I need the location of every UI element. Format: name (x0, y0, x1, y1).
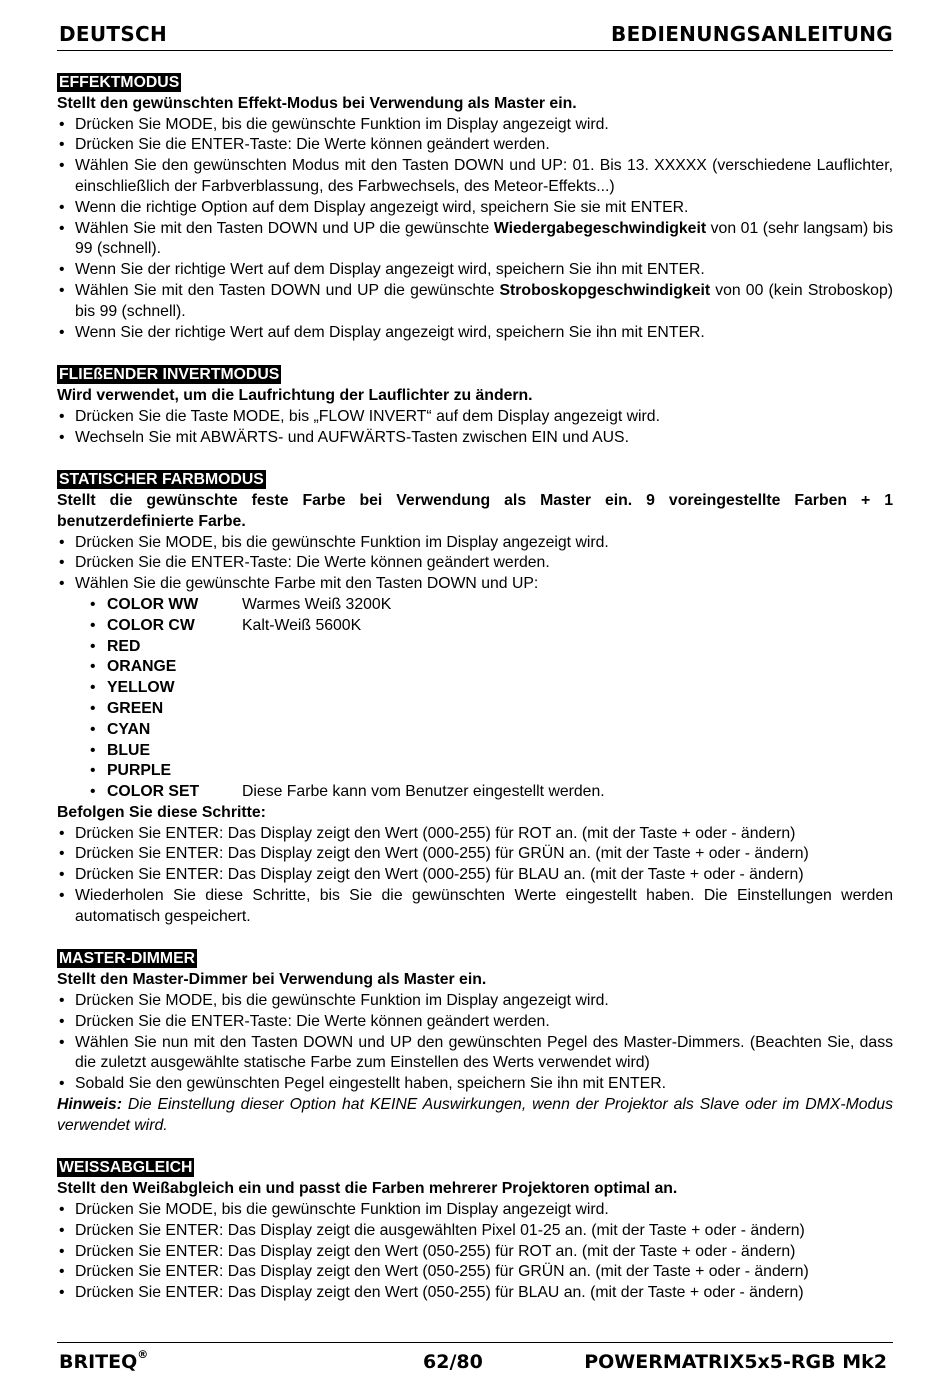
list-item: • Drücken Sie MODE, bis die gewünschte Funktion im Display angezeigt wird. (57, 533, 893, 554)
color-list (87, 595, 893, 803)
text: von 00 (kein Stroboskop) bis 99 (schnell). (75, 281, 893, 320)
bullet-list (57, 533, 893, 595)
note (57, 1095, 893, 1137)
color-item (87, 761, 893, 782)
section-subtitle: Stellt den Master-Dimmer bei Verwendung als Master ein. (57, 971, 487, 989)
bullet-list (57, 407, 893, 449)
color-desc: Kalt-Weiß 5600K (242, 616, 362, 634)
list-item: • Drücken Sie die ENTER-Taste: Die Werte können geändert werden. (57, 135, 893, 156)
list-item: • Sobald Sie den gewünschten Pegel eingestellt haben, speichern Sie ihn mit ENTER. (57, 1074, 893, 1095)
bold-term: Stroboskopgeschwindigkeit (499, 281, 711, 299)
registered-mark: ® (137, 1348, 149, 1361)
list-item: • Drücken Sie ENTER: Das Display zeigt die ausgewählten Pixel 01-25 an. (mit der Taste + oder - ändern) (57, 1221, 893, 1242)
page-content (57, 72, 893, 1325)
section-title: EFFEKTMODUS (59, 74, 180, 91)
list-item: • Wählen Sie die gewünschte Farbe mit den Tasten DOWN und UP: (57, 574, 893, 595)
list-item: • Drücken Sie MODE, bis die gewünschte Funktion im Display angezeigt wird. (57, 115, 893, 136)
brand-text: BRITEQ (59, 1351, 138, 1373)
section-subtitle: Stellt den Weißabgleich ein und passt die Farben mehrerer Projektoren optimal an. (57, 1180, 678, 1198)
section-effektmodus (57, 72, 893, 343)
bullet-list (57, 115, 893, 344)
language-label: DEUTSCH (59, 22, 168, 46)
page-header (57, 18, 893, 51)
list-item: • Wählen Sie den gewünschten Modus mit den Tasten DOWN und UP: 01. Bis 13. XXXXX (verschiedene Lauflichter, einschließlich der Farbverblassung, des Farbwechsels, des Meteor-Effekts...) (57, 156, 893, 198)
color-item (87, 741, 893, 762)
color-name: PURPLE (107, 762, 172, 780)
text: Wählen Sie mit den Tasten DOWN und UP die gewünschte (75, 281, 500, 299)
section-title: STATISCHER FARBMODUS (59, 471, 264, 489)
list-item: • Drücken Sie MODE, bis die gewünschte Funktion im Display angezeigt wird. (57, 1200, 893, 1221)
list-item: • Wenn Sie der richtige Wert auf dem Display angezeigt wird, speichern Sie ihn mit ENTER. (57, 260, 893, 281)
list-item: • Drücken Sie ENTER: Das Display zeigt den Wert (050-255) für ROT an. (mit der Taste + oder - ändern) (57, 1242, 893, 1263)
section-subtitle: Stellt den gewünschten Effekt-Modus bei Verwendung als Master ein. (57, 94, 577, 112)
bullet-list (57, 824, 893, 928)
color-desc: Diese Farbe kann vom Benutzer eingestellt werden. (242, 783, 605, 801)
color-name: COLOR WW (107, 595, 199, 613)
note-label: Hinweis: (57, 1096, 122, 1114)
section-flow-invert (57, 364, 893, 448)
color-name: ORANGE (107, 658, 177, 676)
list-item-speed (57, 219, 893, 261)
section-subtitle: Stellt die gewünschte feste Farbe bei Verwendung als Master ein. 9 voreingestellte Farben + 1 benutzerdefinierte Farbe. (57, 491, 893, 530)
color-item (87, 616, 893, 637)
list-item-strobe (57, 281, 893, 323)
section-white-balance (57, 1157, 893, 1304)
bullet-list (57, 991, 893, 1095)
brand-name (59, 1348, 149, 1373)
list-item: • Drücken Sie MODE, bis die gewünschte Funktion im Display angezeigt wird. (57, 991, 893, 1012)
section-static-color (57, 469, 893, 928)
color-item (87, 637, 893, 658)
color-item (87, 720, 893, 741)
bullet-list (57, 1200, 893, 1304)
manual-title: BEDIENUNGSANLEITUNG (611, 22, 893, 46)
text: von 01 (sehr langsam) bis 99 (schnell). (75, 219, 893, 258)
color-item (87, 782, 893, 803)
list-item: • Drücken Sie ENTER: Das Display zeigt den Wert (000-255) für BLAU an. (mit der Taste + oder - ändern) (57, 865, 893, 886)
color-desc: Warmes Weiß 3200K (242, 595, 392, 613)
color-item (87, 678, 893, 699)
list-item: • Wählen Sie nun mit den Tasten DOWN und UP den gewünschten Pegel des Master-Dimmers. (Beachten Sie, dass die zuletzt ausgewählte statische Farbe zum Einstellen des Werts verwendet wird) (57, 1033, 893, 1075)
list-item: • Drücken Sie ENTER: Das Display zeigt den Wert (000-255) für ROT an. (mit der Taste + oder - ändern) (57, 824, 893, 845)
list-item: • Wenn Sie der richtige Wert auf dem Display angezeigt wird, speichern Sie ihn mit ENTER. (57, 323, 893, 344)
list-item: • Drücken Sie ENTER: Das Display zeigt den Wert (050-255) für BLAU an. (mit der Taste + oder - ändern) (57, 1283, 893, 1304)
list-item: • Drücken Sie ENTER: Das Display zeigt den Wert (050-255) für GRÜN an. (mit der Taste + oder - ändern) (57, 1262, 893, 1283)
list-item: • Wenn die richtige Option auf dem Display angezeigt wird, speichern Sie sie mit ENTER. (57, 198, 893, 219)
color-item (87, 699, 893, 720)
section-title: FLIEßENDER INVERTMODUS (59, 366, 280, 384)
section-title: MASTER-DIMMER (59, 950, 196, 968)
list-item: • Drücken Sie ENTER: Das Display zeigt den Wert (000-255) für GRÜN an. (mit der Taste + oder - ändern) (57, 844, 893, 865)
list-item: • Wechseln Sie mit ABWÄRTS- und AUFWÄRTS-Tasten zwischen EIN und AUS. (57, 428, 893, 449)
color-name: YELLOW (107, 679, 175, 697)
note-text: Die Einstellung dieser Option hat KEINE Auswirkungen, wenn der Projektor als Slave oder im DMX-Modus verwendet wird. (57, 1096, 893, 1134)
list-item: • Drücken Sie die Taste MODE, bis „FLOW INVERT“ auf dem Display angezeigt wird. (57, 407, 893, 428)
color-item (87, 595, 893, 616)
section-title: WEISSABGLEICH (59, 1159, 193, 1177)
color-item (87, 657, 893, 678)
color-name: COLOR CW (107, 616, 195, 634)
color-name: RED (107, 637, 141, 655)
page-footer (57, 1342, 893, 1377)
page-number: 62/80 (423, 1351, 483, 1373)
list-item: • Wiederholen Sie diese Schritte, bis Sie die gewünschten Werte eingestellt haben. Die Einstellungen werden automatisch gespeichert. (57, 886, 893, 928)
text: Wählen Sie mit den Tasten DOWN und UP die gewünschte (75, 219, 494, 237)
section-subtitle: Wird verwendet, um die Laufrichtung der Lauflichter zu ändern. (57, 386, 533, 404)
section-master-dimmer (57, 948, 893, 1136)
color-name: COLOR SET (107, 783, 200, 801)
list-item: • Drücken Sie die ENTER-Taste: Die Werte können geändert werden. (57, 1012, 893, 1033)
steps-title: Befolgen Sie diese Schritte: (57, 803, 266, 821)
color-name: CYAN (107, 720, 151, 738)
model-name: POWERMATRIX5x5-RGB Mk2 (584, 1351, 887, 1373)
color-name: BLUE (107, 741, 151, 759)
bold-term: Wiedergabegeschwindigkeit (493, 219, 707, 237)
color-name: GREEN (107, 699, 164, 717)
list-item: • Drücken Sie die ENTER-Taste: Die Werte können geändert werden. (57, 553, 893, 574)
